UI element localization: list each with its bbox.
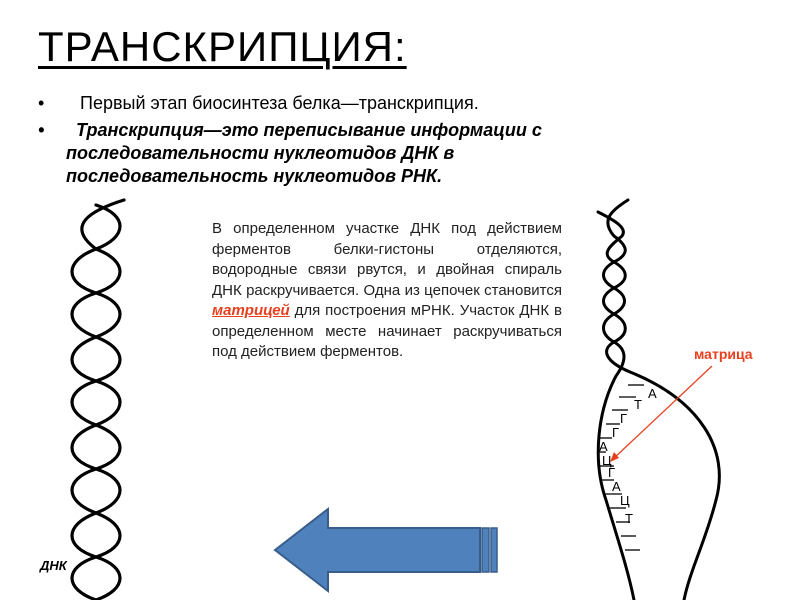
- description-part-1: В определенном участке ДНК под действием ферментов белки-гистоны отделяются, водородные связи рвутся, и двойная спираль ДНК раскручивается. Одна из цепочек становится: [212, 220, 562, 299]
- nucleotide-letter: Т: [634, 397, 642, 412]
- nucleotide-letter: Т: [625, 511, 633, 526]
- unwinding-strand-2: [598, 200, 634, 600]
- bullet-item-1: [36, 92, 776, 115]
- bullet-dot: •: [38, 93, 45, 113]
- bullet-text-2-line-1: Транскрипция—это переписывание информации с: [76, 120, 542, 140]
- nucleotide-letter: Ц: [620, 493, 630, 508]
- nucleotide-letter: А: [648, 386, 657, 401]
- nucleotide-letter: А: [599, 439, 608, 454]
- bullet-text-2-line-3: последовательность нуклеотидов РНК.: [66, 166, 443, 186]
- description-part-2: для построения мРНК. Участок ДНК в определенном месте начинает раскручиваться под действием ферментов.: [212, 302, 562, 360]
- bullet-text-1: Первый этап биосинтеза белка—транскрипция.: [80, 93, 479, 113]
- bullet-item-2: [36, 119, 776, 188]
- left-arrow-icon: [275, 509, 497, 591]
- dna-double-helix: [72, 200, 124, 600]
- left-arrow-tail-block: [482, 528, 489, 572]
- bullet-text-2-line-2: последовательности нуклеотидов ДНК в: [66, 143, 455, 163]
- nucleotide-letter: Г: [612, 425, 620, 440]
- left-arrow-tail-block: [491, 528, 497, 572]
- unwinding-dna: [598, 200, 719, 600]
- nucleotide-letter: А: [612, 479, 621, 494]
- matrix-pointer-line: [613, 366, 712, 459]
- nucleotide-letter: Ц: [602, 453, 612, 468]
- matrix-label: матрица: [694, 346, 753, 362]
- page-title: ТРАНСКРИПЦИЯ:: [38, 23, 407, 70]
- description-highlight: матрицей: [212, 302, 290, 319]
- dna-strand-1: [72, 205, 120, 600]
- nucleotide-letter: Г: [608, 465, 616, 480]
- unwinding-strand-1: [598, 212, 719, 600]
- description-text: [212, 219, 562, 363]
- left-arrow-body: [275, 509, 480, 591]
- dna-label: ДНК: [40, 558, 67, 573]
- bullet-list: [36, 92, 776, 188]
- nucleotide-letter: Г: [620, 411, 628, 426]
- bullet-dot: •: [38, 120, 45, 140]
